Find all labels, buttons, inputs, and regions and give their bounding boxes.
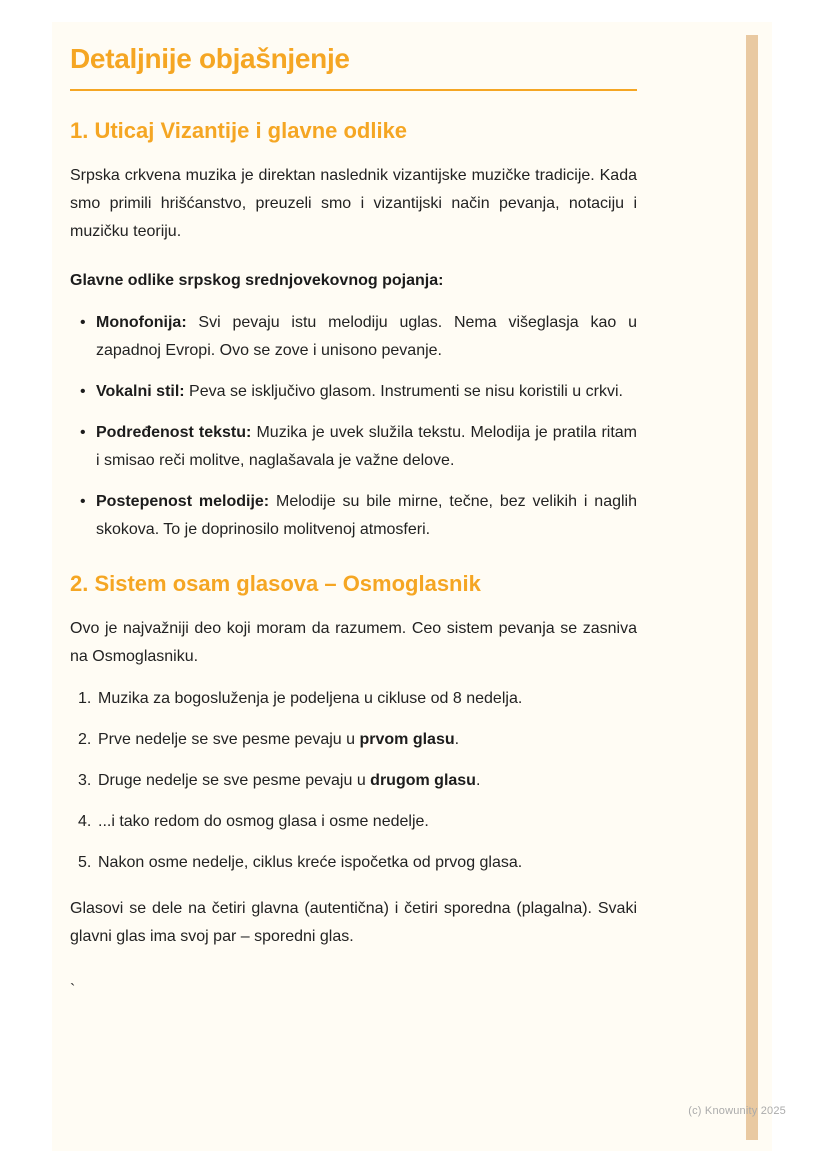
list-item-body: Peva se isključivo glasom. Instrumenti se nisu koristili u crkvi.: [184, 382, 623, 400]
section-1-subheading: Glavne odlike srpskog srednjovekovnog pojanja:: [70, 271, 444, 289]
side-stripe: [746, 35, 758, 1140]
list-item: [70, 726, 637, 754]
bullet-marker: •: [80, 313, 86, 331]
list-item: [70, 488, 637, 544]
list-item-tail: .: [454, 731, 460, 749]
list-item-body: Svi pevaju istu melodiju uglas. Nema višeglasja kao u zapadnoj Evropi. Ovo se zove i unisono pevanje.: [96, 313, 637, 359]
section-2-heading: 2. Sistem osam glasova – Osmoglasnik: [70, 570, 481, 596]
list-item-text: [96, 309, 637, 365]
footer-credit: (c) Knowunity 2025: [688, 1105, 786, 1117]
list-item-bold: prvom glasu: [359, 731, 455, 749]
title-divider: [70, 89, 637, 91]
list-item-body: Nakon osme nedelje, ciklus kreće ispočetka od prvog glasa.: [98, 854, 523, 872]
number-marker: 3.: [78, 772, 92, 790]
trailing-character: `: [70, 982, 76, 1000]
list-item-body: Muzika za bogosluženja je podeljena u cikluse od 8 nedelja.: [98, 690, 523, 708]
list-item: [70, 767, 637, 795]
section-2-outro-paragraph: Glasovi se dele na četiri glavna (autentična) i četiri sporedna (plagalna). Svaki glavni glas ima svoj par – sporedni glas.: [70, 900, 637, 946]
page-title: Detaljnije objašnjenje: [70, 43, 350, 74]
list-item-body: Druge nedelje se sve pesme pevaju u: [98, 772, 371, 790]
list-item-body: Melodije su bile mirne, tečne, bez velikih i naglih skokova. To je doprinosilo molitvenoj atmosferi.: [96, 492, 638, 538]
number-marker: 1.: [78, 690, 92, 708]
list-item-tail: .: [475, 772, 481, 790]
list-item-text: [96, 378, 637, 406]
bullet-marker: •: [80, 423, 86, 441]
section-1-heading: 1. Uticaj Vizantije i glavne odlike: [70, 117, 408, 143]
list-item-text: [96, 488, 637, 544]
list-item: [70, 685, 637, 713]
document-content: [52, 22, 637, 1005]
bullet-list: [70, 309, 637, 544]
bullet-marker: •: [80, 492, 86, 510]
list-item-body: ...i tako redom do osmog glasa i osme nedelje.: [98, 813, 429, 831]
list-item: [70, 378, 637, 406]
list-item-term: Vokalni stil:: [96, 382, 185, 400]
list-item-body: Muzika je uvek služila tekstu. Melodija je pratila ritam i smisao reči molitve, naglašavala je važne delove.: [96, 423, 638, 469]
list-item-text: [98, 767, 637, 795]
list-item-text: [98, 849, 637, 877]
list-item-bold: drugom glasu: [370, 772, 476, 790]
section-1-intro-paragraph: Srpska crkvena muzika je direktan naslednik vizantijske muzičke tradicije. Kada smo primili hrišćanstvo, preuzeli smo i vizantijski način pevanja, notaciju i muzičku teoriju.: [70, 166, 637, 240]
list-item: [70, 808, 637, 836]
number-marker: 4.: [78, 813, 92, 831]
list-item-text: [96, 419, 637, 475]
number-marker: 5.: [78, 854, 92, 872]
list-item-term: Monofonija:: [96, 313, 187, 331]
section-2-intro-paragraph: Ovo je najvažniji deo koji moram da razumem. Ceo sistem pevanja se zasniva na Osmoglasniku.: [70, 620, 637, 666]
bullet-marker: •: [80, 382, 86, 400]
list-item-text: [98, 808, 637, 836]
list-item-body: Prve nedelje se sve pesme pevaju u: [98, 731, 360, 749]
list-item-term: Postepenost melodije:: [96, 492, 270, 510]
number-marker: 2.: [78, 731, 92, 749]
list-item: [70, 309, 637, 365]
list-item: [70, 849, 637, 877]
numbered-list: [70, 685, 637, 877]
list-item-text: [98, 726, 637, 754]
document-page: [52, 22, 772, 1151]
list-item-term: Podređenost tekstu:: [96, 423, 252, 441]
list-item: [70, 419, 637, 475]
list-item-text: [98, 685, 637, 713]
